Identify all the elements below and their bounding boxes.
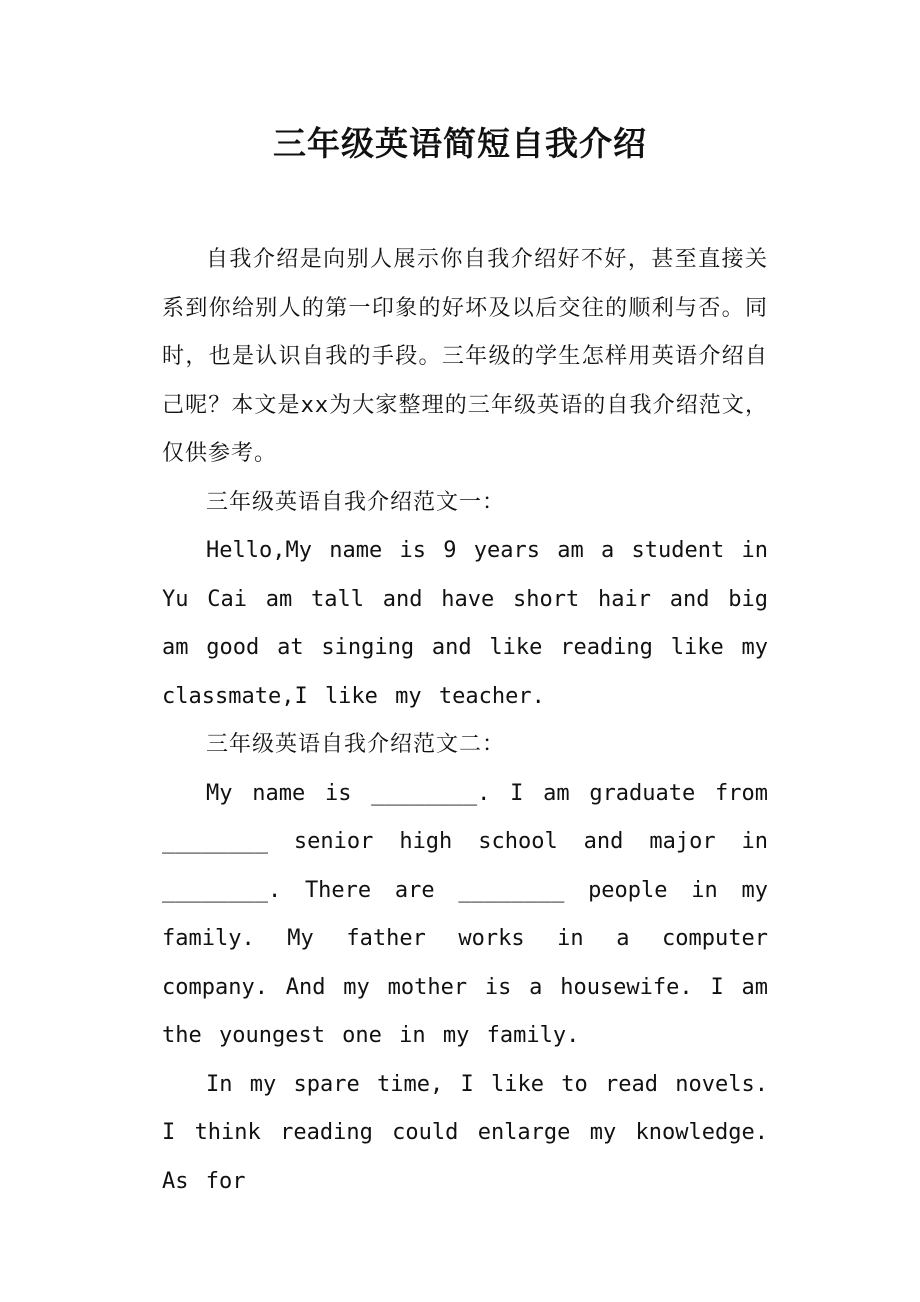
sample-two-paragraph-hobbies: In my spare time, I like to read novels. I think reading could enlarge my knowledge. As for (162, 1071, 768, 1194)
document-title: 三年级英语简短自我介绍 (273, 124, 647, 163)
sample-two-paragraph-family: My name is ________. I am graduate from ________ senior high school and major in ________. There are ________ people in my family. My father works in a computer company. And my mother is a housewife. I am the youngest one in my family. (162, 780, 768, 1048)
sample-two-heading: 三年级英语自我介绍范文二： (206, 732, 506, 757)
sample-one-paragraph: Hello,My name is 9 years am a student in Yu Cai am tall and have short hair and big am good at singing and like reading like my classmate,I like my teacher. (162, 538, 768, 709)
document-body (162, 236, 768, 1206)
intro-paragraph: 自我介绍是向别人展示你自我介绍好不好，甚至直接关系到你给别人的第一印象的好坏及以后交往的顺利与否。同时，也是认识自我的手段。三年级的学生怎样用英语介绍自己呢？本文是xx为大家整理的三年级英语的自我介绍范文，仅供参考。 (162, 247, 768, 466)
sample-one-heading: 三年级英语自我介绍范文一： (206, 489, 506, 515)
